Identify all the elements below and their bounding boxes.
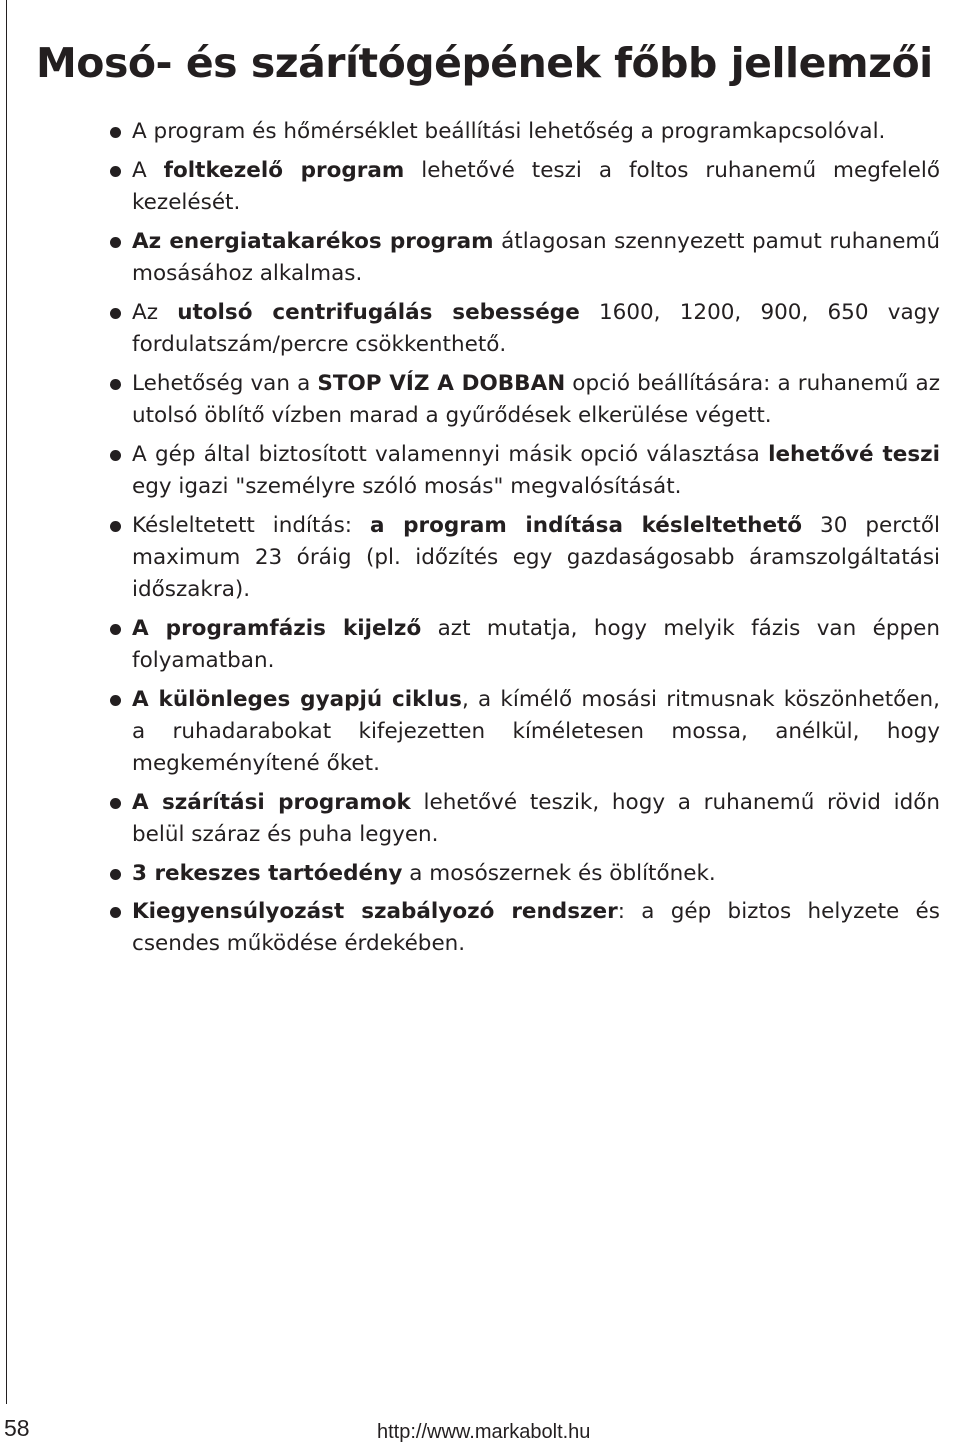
feature-text: A program és hőmérséklet beállítási lehetőség a programkapcsolóval. [132,119,886,144]
feature-item [108,439,940,503]
feature-highlight: utolsó centrifugálás sebessége [177,300,580,325]
feature-list [108,116,940,967]
feature-item [108,684,940,780]
feature-highlight: A különleges gyapjú ciklus [132,687,462,712]
feature-item [108,116,940,148]
bullet-dot-icon [110,907,121,918]
bullet-dot-icon [110,308,121,319]
feature-text: Az [132,300,178,325]
bullet-dot-icon [110,521,121,532]
feature-text: : a gép biztos helyzete és csendes működése érdekében. [132,899,940,956]
bullet-dot-icon [110,624,121,635]
feature-item [108,787,940,851]
feature-highlight: Az energiatakarékos program [132,229,494,254]
feature-text: , a kímélő mosási ritmusnak köszönhetően, a ruhadarabokat kifejezetten kíméletesen mossa, anélkül, hogy megkeményítené őket. [132,687,940,776]
feature-text: egy igazi "személyre szóló mosás" megvalósítását. [132,474,682,499]
feature-item [108,368,940,432]
feature-item [108,226,940,290]
feature-highlight: A szárítási programok [132,790,411,815]
feature-item [108,858,940,890]
feature-item [108,613,940,677]
feature-text: A gép által biztosított valamennyi másik opció választása [132,442,769,467]
feature-highlight: A programfázis kijelző [132,616,422,641]
feature-text: Késleltetett indítás: [132,513,371,538]
page-title: Mosó- és szárítógépének főbb jellemzői [36,39,933,87]
feature-text: átlagosan szennyezett pamut ruhanemű mosásához alkalmas. [132,229,941,286]
feature-highlight: lehetővé teszi [768,442,940,467]
feature-highlight: Kiegyensúlyozást szabályozó rendszer [132,899,618,924]
feature-text: a mosószernek és öblítőnek. [402,861,716,886]
feature-text: 30 perctől maximum 23 óráig (pl. időzítés egy gazdaságosabb áramszolgáltatási időszakra). [132,513,940,602]
feature-item [108,896,940,960]
page-number: 58 [4,1415,30,1441]
feature-highlight: foltkezelő program [163,158,405,183]
bullet-dot-icon [110,379,121,390]
feature-text: Lehetőség van a [132,371,318,396]
feature-item [108,155,940,219]
bullet-dot-icon [110,869,121,880]
feature-item [108,297,940,361]
bullet-dot-icon [110,798,121,809]
bullet-dot-icon [110,127,121,138]
page-border-line [6,0,7,1404]
feature-text: opció beállítására: a ruhanemű az utolsó öblítő vízben marad a gyűrődések elkerülése végett. [132,371,940,428]
feature-highlight: STOP VÍZ A DOBBAN [317,371,566,396]
feature-text: azt mutatja, hogy melyik fázis van éppen folyamatban. [132,616,940,673]
bullet-dot-icon [110,237,121,248]
feature-highlight: 3 rekeszes tartóedény [132,861,403,886]
bullet-dot-icon [110,695,121,706]
feature-text: A [132,158,164,183]
feature-item [108,510,940,606]
feature-text: lehetővé teszik, hogy a ruhanemű rövid időn belül száraz és puha legyen. [132,790,940,847]
feature-text: 1600, 1200, 900, 650 vagy fordulatszám/percre csökkenthető. [132,300,940,357]
feature-text: lehetővé teszi a foltos ruhanemű megfelelő kezelését. [132,158,940,215]
feature-highlight: a program indítása késleltethető [370,513,803,538]
bullet-dot-icon [110,450,121,461]
bullet-dot-icon [110,166,121,177]
footer-url: http://www.markabolt.hu [377,1421,591,1443]
